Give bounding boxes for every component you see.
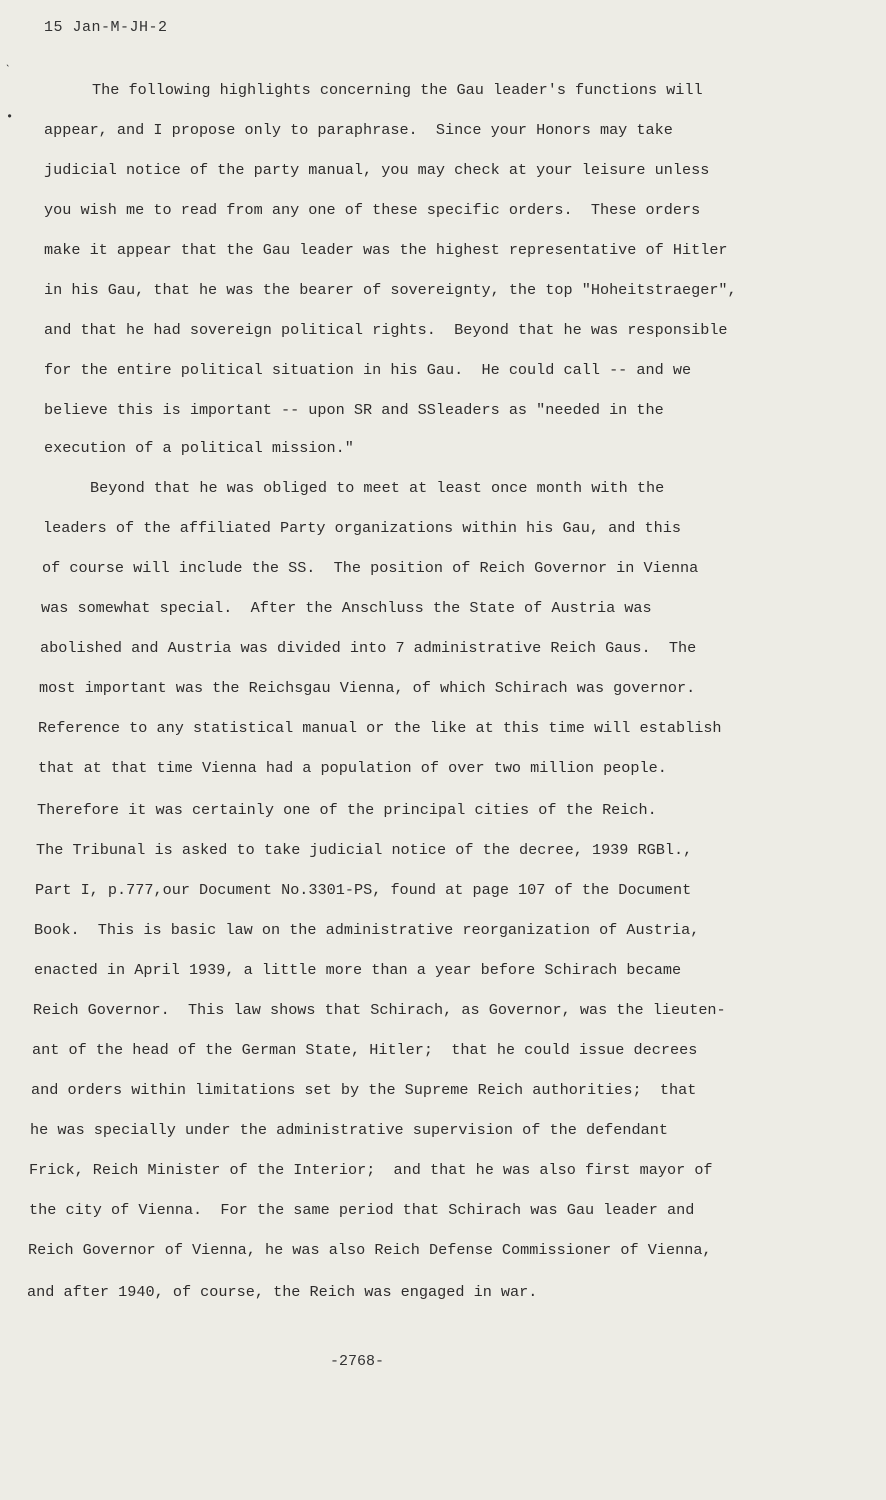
- text-line: judicial notice of the party manual, you may check at your leisure unless: [44, 161, 710, 179]
- margin-mark: •: [6, 110, 14, 124]
- text-line: that at that time Vienna had a population of over two million people.: [38, 759, 667, 777]
- text-line: enacted in April 1939, a little more than a year before Schirach became: [34, 961, 682, 979]
- text-line: make it appear that the Gau leader was the highest representative of Hitler: [44, 241, 728, 259]
- text-line: you wish me to read from any one of these specific orders. These orders: [44, 201, 701, 219]
- text-line: Reich Governor. This law shows that Schirach, as Governor, was the lieuten-: [33, 1001, 726, 1019]
- text-line: Frick, Reich Minister of the Interior; and that he was also first mayor of: [29, 1161, 713, 1179]
- text-line: ant of the head of the German State, Hitler; that he could issue decrees: [32, 1041, 698, 1059]
- page-number: -2768-: [330, 1353, 385, 1370]
- text-line: The Tribunal is asked to take judicial notice of the decree, 1939 RGBl.,: [36, 841, 693, 859]
- text-line: most important was the Reichsgau Vienna, of which Schirach was governor.: [39, 679, 696, 697]
- margin-mark: ˎ: [4, 54, 12, 68]
- text-line: appear, and I propose only to paraphrase. Since your Honors may take: [44, 121, 673, 139]
- text-line: of course will include the SS. The position of Reich Governor in Vienna: [42, 559, 699, 577]
- text-line: he was specially under the administrative supervision of the defendant: [30, 1121, 668, 1139]
- text-line: and orders within limitations set by the Supreme Reich authorities; that: [31, 1081, 697, 1099]
- text-line: leaders of the affiliated Party organizations within his Gau, and this: [43, 519, 681, 537]
- text-line: Reference to any statistical manual or the like at this time will establish: [38, 719, 722, 737]
- text-line: and after 1940, of course, the Reich was engaged in war.: [27, 1283, 538, 1301]
- text-line: Therefore it was certainly one of the principal cities of the Reich.: [37, 801, 657, 819]
- text-line: execution of a political mission.": [44, 439, 354, 457]
- page-header: 15 Jan-M-JH-2: [44, 19, 168, 36]
- text-line: was somewhat special. After the Anschluss the State of Austria was: [41, 599, 652, 617]
- text-line: believe this is important -- upon SR and SSleaders as "needed in the: [44, 401, 664, 419]
- text-line: abolished and Austria was divided into 7 administrative Reich Gaus. The: [40, 639, 697, 657]
- text-line: and that he had sovereign political rights. Beyond that he was responsible: [44, 321, 728, 339]
- text-line: The following highlights concerning the Gau leader's functions will: [92, 81, 703, 99]
- text-line: for the entire political situation in his Gau. He could call -- and we: [44, 361, 692, 379]
- text-line: Reich Governor of Vienna, he was also Reich Defense Commissioner of Vienna,: [28, 1241, 712, 1259]
- text-line: the city of Vienna. For the same period that Schirach was Gau leader and: [29, 1201, 695, 1219]
- text-line: Beyond that he was obliged to meet at least once month with the: [90, 479, 665, 497]
- text-line: Part I, p.777,our Document No.3301-PS, found at page 107 of the Document: [35, 881, 692, 899]
- text-line: Book. This is basic law on the administrative reorganization of Austria,: [34, 921, 700, 939]
- text-line: in his Gau, that he was the bearer of sovereignty, the top "Hoheitstraeger",: [44, 281, 737, 299]
